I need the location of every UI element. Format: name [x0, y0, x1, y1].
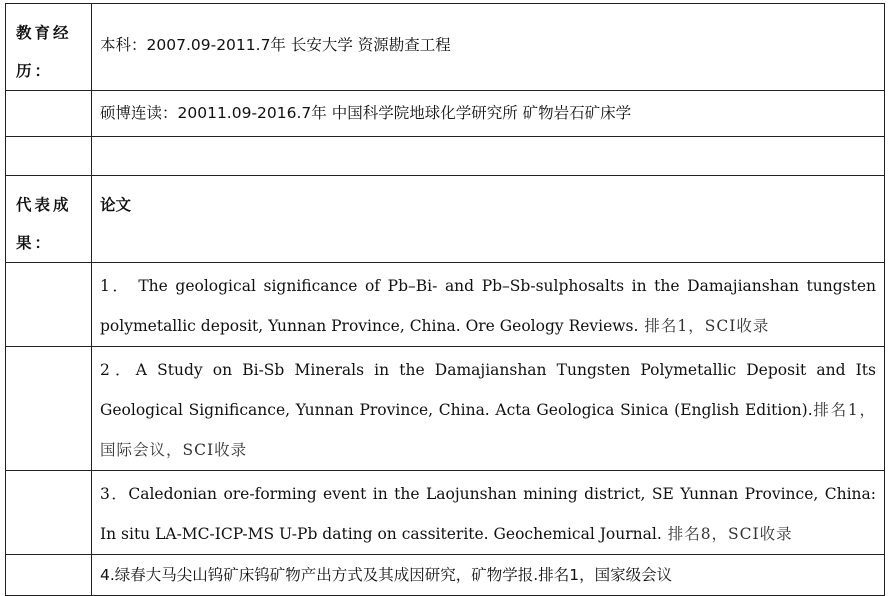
paper-row	[6, 263, 885, 347]
education-label: 教育经 历：	[6, 4, 92, 91]
empty-label-cell	[6, 263, 92, 347]
spacer-row	[6, 137, 885, 176]
paper-row	[6, 347, 885, 471]
paper-row	[6, 555, 885, 596]
paper-entry-1: 1． The geological significance of Pb–Bi- and Pb–Sb-sulphosalts in the Damajianshan tungsten polymetallic deposit, Yunnan Province, China. Ore Geology Reviews. 排名1，SCI收录	[92, 263, 885, 347]
achievements-label: 代表成 果：	[6, 176, 92, 263]
empty-label-cell	[6, 555, 92, 596]
paper-row	[6, 471, 885, 555]
resume-table	[5, 3, 885, 596]
undergrad-entry: 本科：2007.09-2011.7年 长安大学 资源勘查工程	[92, 4, 885, 91]
empty-label-cell	[6, 347, 92, 471]
empty-label-cell	[6, 137, 92, 176]
empty-content-cell	[92, 137, 885, 176]
empty-label-cell	[6, 471, 92, 555]
doctoral-entry: 硕博连读：20011.09-2016.7年 中国科学院地球化学研究所 矿物岩石矿床学	[92, 91, 885, 137]
paper-entry-3: 3．Caledonian ore-forming event in the Laojunshan mining district, SE Yunnan Province, China: In situ LA-MC-ICP-MS U-Pb dating on cassiterite. Geochemical Journal. 排名8，SCI收录	[92, 471, 885, 555]
section-title: 论文	[92, 176, 885, 263]
paper-entry-4: 4.绿春大马尖山钨矿床钨矿物产出方式及其成因研究，矿物学报.排名1，国家级会议	[92, 555, 885, 596]
empty-label-cell	[6, 91, 92, 137]
paper-entry-2: 2．A Study on Bi-Sb Minerals in the Damajianshan Tungsten Polymetallic Deposit and Its Geological Significance, Yunnan Province, China. Acta Geologica Sinica (English Edition).排名1，国际会议，SCI收录	[92, 347, 885, 471]
achievements-row	[6, 176, 885, 263]
doctoral-row	[6, 91, 885, 137]
education-row	[6, 4, 885, 91]
